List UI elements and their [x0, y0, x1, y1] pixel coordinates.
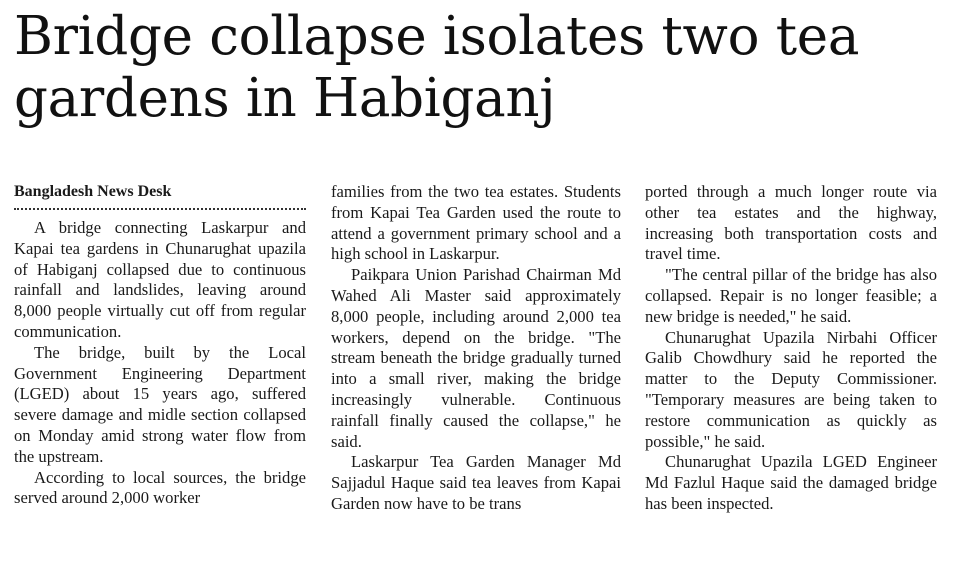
paragraph: Chunarughat Upazila LGED Engineer Md Fazlul Haque said the damaged bridge has been inspected. — [645, 452, 937, 513]
article-column-1 — [14, 182, 306, 509]
paragraph: A bridge connecting Laskarpur and Kapai tea gardens in Chunarughat upazila of Habiganj collapsed due to continuous rainfall and landslides, leaving around 8,000 people virtually cut off from regular communication. — [14, 218, 306, 341]
paragraph: Laskarpur Tea Garden Manager Md Sajjadul Haque said tea leaves from Kapai Garden now have to be trans — [331, 452, 621, 513]
byline-divider — [14, 208, 306, 210]
paragraph: Paikpara Union Parishad Chairman Md Wahed Ali Master said approximately 8,000 people, including around 2,000 tea workers, depend on the bridge. "The stream beneath the bridge gradually turned into a small river, making the bridge increasingly vulnerable. Continuous rainfall finally caused the collapse," he said. — [331, 265, 621, 451]
paragraph: The bridge, built by the Local Government Engineering Department (LGED) about 15 years ago, suffered severe damage and midle section collapsed on Monday amid strong water flow from the upstream. — [14, 342, 306, 466]
paragraph: According to local sources, the bridge served around 2,000 worker — [14, 467, 306, 508]
paragraph-continued: families from the two tea estates. Students from Kapai Tea Garden used the route to attend a government primary school and a high school in Laskarpur. — [331, 182, 621, 264]
paragraph: "The central pillar of the bridge has also collapsed. Repair is no longer feasible; a new bridge is needed," he said. — [645, 265, 937, 326]
paragraph-continued: ported through a much longer route via other tea estates and the highway, increasing both transportation costs and travel time. — [645, 182, 937, 264]
article-headline: Bridge collapse isolates two tea gardens in Habiganj — [14, 6, 860, 129]
paragraph: Chunarughat Upazila Nirbahi Officer Galib Chowdhury said he reported the matter to the Deputy Commissioner. "Temporary measures are being taken to restore communication as quickly as possible," he said. — [645, 327, 937, 451]
byline: Bangladesh News Desk — [14, 183, 172, 200]
article-column-3 — [645, 182, 937, 515]
article-column-2 — [331, 182, 621, 515]
